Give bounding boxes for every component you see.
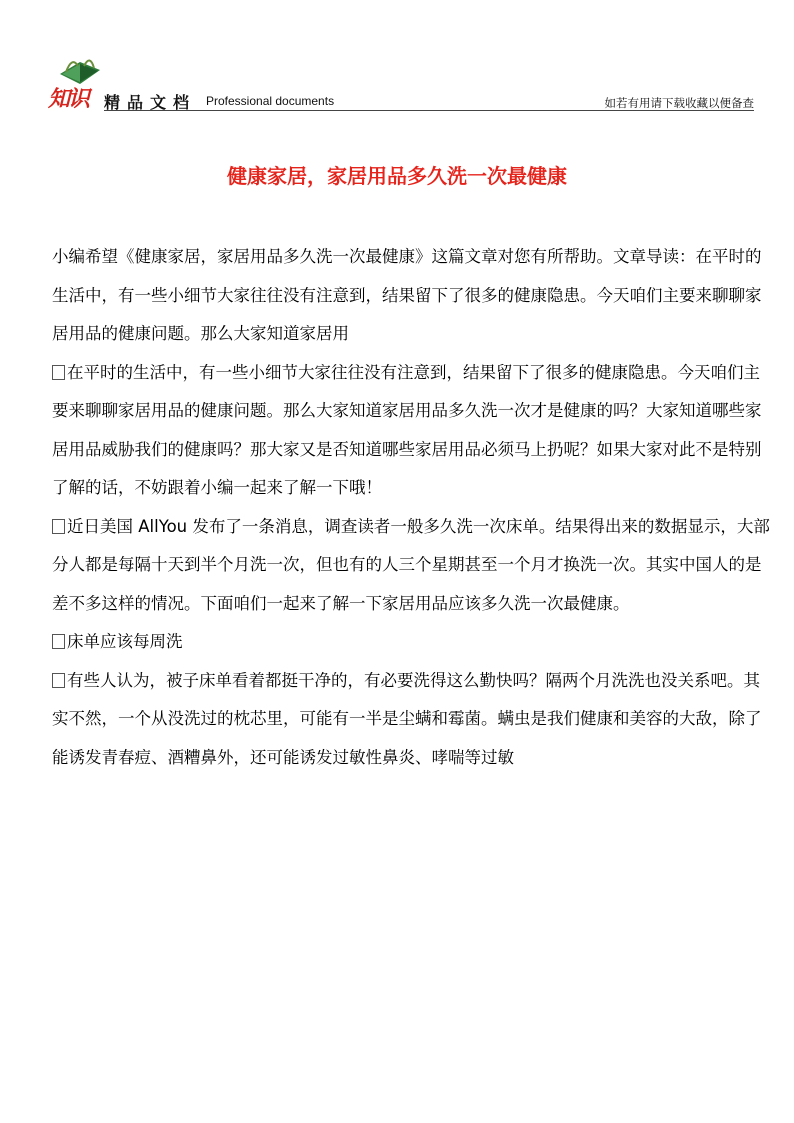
document-title: 健康家居，家居用品多久洗一次最健康 bbox=[227, 164, 567, 188]
header-divider bbox=[104, 110, 754, 111]
page-header bbox=[48, 52, 754, 112]
paragraph bbox=[52, 354, 772, 508]
bullet-box-icon bbox=[52, 634, 65, 649]
paragraph bbox=[52, 623, 772, 662]
paragraph-text: 有些人认为，被子床单看着都挺干净的，有必要洗得这么勤快吗？隔两个月洗洗也没关系吧。其实不然，一个从没洗过的枕芯里，可能有一半是尘螨和霉菌。螨虫是我们健康和美容的大敌，除了能诱发青春痘、酒糟鼻外，还可能诱发过敏性鼻炎、哮喘等过敏 bbox=[52, 670, 762, 767]
paragraph bbox=[52, 508, 772, 624]
bullet-box-icon bbox=[52, 519, 65, 534]
logo bbox=[48, 52, 104, 112]
paragraph-text: 在平时的生活中，有一些小细节大家往往没有注意到，结果留下了很多的健康隐患。今天咱们主要来聊聊家居用品的健康问题。那么大家知道家居用品多久洗一次才是健康的吗？大家知道哪些家居用品威胁我们的健康吗？那大家又是否知道哪些家居用品必须马上扔呢？如果大家对此不是特别了解的话，不妨跟着小编一起来了解一下哦！ bbox=[52, 362, 762, 497]
paragraph bbox=[52, 238, 772, 354]
brand-subtitle: Professional documents bbox=[206, 94, 335, 108]
header-note: 如若有用请下载收藏以便备查 bbox=[604, 96, 754, 110]
paragraph bbox=[52, 662, 772, 778]
brand-name: 精品文档 bbox=[104, 93, 197, 112]
paragraph-text: 小编希望《健康家居，家居用品多久洗一次最健康》这篇文章对您有所帮助。文章导读：在平时的生活中，有一些小细节大家往往没有注意到，结果留下了很多的健康隐患。今天咱们主要来聊聊家居用品的健康问题。那么大家知道家居用 bbox=[52, 247, 762, 343]
document-body bbox=[52, 238, 772, 777]
section-heading: 床单应该每周洗 bbox=[67, 632, 183, 651]
bullet-box-icon bbox=[52, 673, 65, 688]
paragraph-text: 近日美国 AllYou 发布了一条消息，调查读者一般多久洗一次床单。结果得出来的数据显示，大部分人都是每隔十天到半个月洗一次，但也有的人三个星期甚至一个月才换洗一次。其实中国人的是差不多这样的情况。下面咱们一起来了解一下家居用品应该多久洗一次最健康。 bbox=[52, 516, 770, 613]
bullet-box-icon bbox=[52, 365, 65, 380]
logo-text: 知识 bbox=[48, 86, 89, 112]
